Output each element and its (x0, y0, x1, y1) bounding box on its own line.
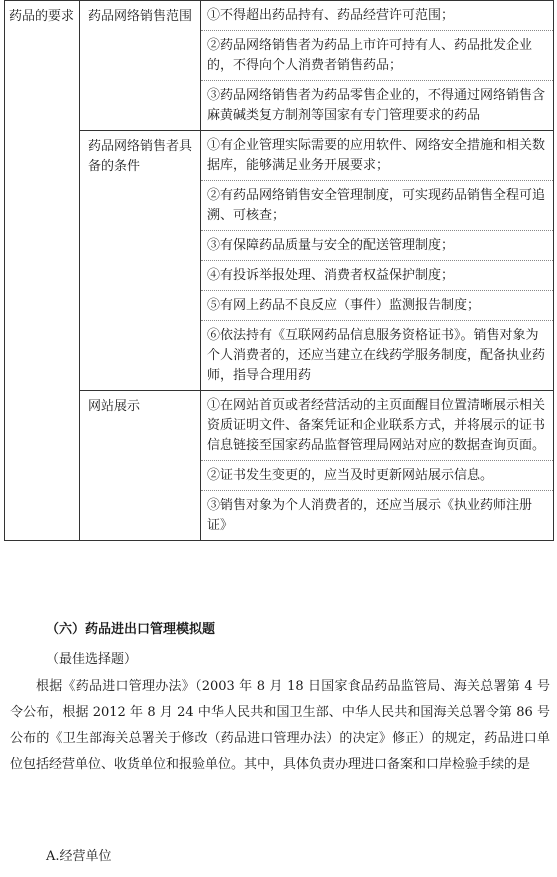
section-title: （六）药品进出口管理模拟题 (46, 622, 216, 637)
row-label: 药品网络销售者具备的条件 (80, 131, 201, 391)
list-item: ②证书发生变更的，应当及时更新网站展示信息。 (201, 461, 553, 491)
row-content (201, 131, 554, 391)
list-item: ①在网站首页或者经营活动的主页面醒目位置清晰展示相关资质证明文件、备案凭证和企业联系方式，并将展示的证书信息链接至国家药品监督管理局网站对应的数据查询页面。 (201, 391, 553, 461)
list-item: ③销售对象为个人消费者的，还应当展示《执业药师注册证》 (207, 498, 533, 533)
question-text: 根据《药品进口管理办法》（2003 年 8 月 18 日国家食品药品监管局、海关总署第 4 号令公布，根据 2012 年 8 月 24 中华人民共和国卫生部、中华人民共和国海关总署令第 86 号公布的《卫生部海关总署关于修改（药品进口管理办法）的决定》修正）的规定，药品进口单位包括经营单位、收货单位和报验单位。其中，具体负责办理进口备案和口岸检验手续的是 (10, 679, 550, 772)
table-row (5, 1, 554, 131)
question-type: （最佳选择题） (46, 652, 138, 667)
category-cell: 药品的要求 (5, 1, 80, 541)
row-label: 药品网络销售范围 (80, 1, 201, 131)
list-item: ②有药品网络销售安全管理制度，可实现药品销售全程可追溯、可核查； (201, 181, 553, 231)
row-content (201, 1, 554, 131)
table-row (5, 131, 554, 391)
list-item: ④有投诉举报处理、消费者权益保护制度； (201, 261, 553, 291)
row-content (201, 391, 554, 541)
list-item: ⑥依法持有《互联网药品信息服务资格证书》。销售对象为个人消费者的，还应当建立在线药学服务制度，配备执业药师，指导合理用药 (207, 328, 546, 383)
option-a[interactable]: A.经营单位 (46, 849, 112, 864)
list-item: ①不得超出药品持有、药品经营许可范围； (201, 1, 553, 31)
list-item: ①有企业管理实际需要的应用软件、网络安全措施和相关数据库，能够满足业务开展要求； (201, 131, 553, 181)
requirements-table (4, 0, 554, 541)
list-item: ⑤有网上药品不良反应（事件）监测报告制度； (201, 291, 553, 321)
list-item: ③有保障药品质量与安全的配送管理制度； (201, 231, 553, 261)
table-row (5, 391, 554, 541)
row-label: 网站展示 (80, 391, 201, 541)
list-item: ③药品网络销售者为药品零售企业的，不得通过网络销售含麻黄碱类复方制剂等国家有专门管理要求的药品 (207, 88, 546, 123)
list-item: ②药品网络销售者为药品上市许可持有人、药品批发企业的，不得向个人消费者销售药品； (201, 31, 553, 81)
